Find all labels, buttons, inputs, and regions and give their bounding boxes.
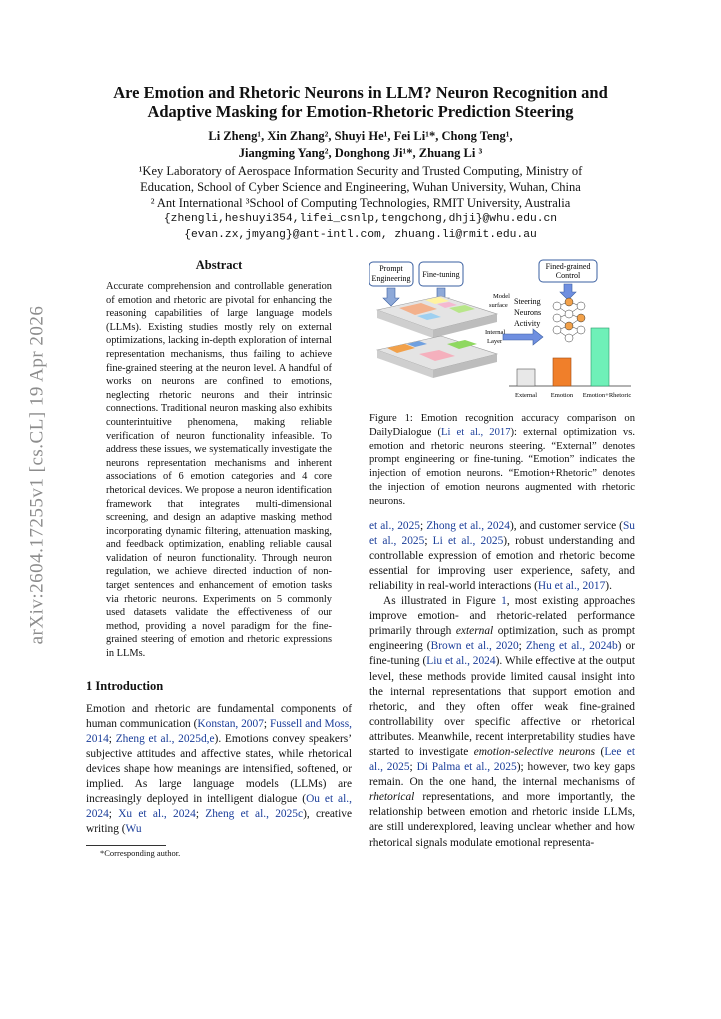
steering-label-2: Neurons (514, 308, 542, 317)
author-line-1: Li Zheng¹, Xin Zhang², Shuyi He¹, Fei Li¹*, Chong Teng¹, (208, 129, 513, 143)
internal-layer-label-2: Layer (487, 338, 503, 345)
arxiv-identifier-text: arXiv:2604.17255v1 [cs.CL] 19 Apr 2026 (26, 305, 47, 645)
author-line-2: Jiangming Yang², Donghong Ji¹*, Zhuang Li ³ (238, 146, 483, 160)
arxiv-identifier-stamp (20, 300, 54, 650)
right-paragraph-2: As illustrated in Figure 1, most existing approaches improve emotion- and rhetoric-related performance primarily through external optimization, such as prompt engineering (Brown et al., 2020; Zheng et al., 2024b) or fine-tuning (Liu et al., 2024). While effective at the output level, these methods provide limited causal insight into the internal representations that support emotion and rhetoric, and they often offer weak fine-grained controllability over specific affective or rhetorical attributes. Meanwhile, recent interpretability studies have started to investigate emotion-selective neurons (Lee et al., 2025; Di Palma et al., 2025); however, two key gaps remain. On the one hand, the internal mechanisms of rhetorical representations, and more importantly, the relationship between emotion and rhetoric inside LLMs, are still underexplored, leaving unclear whether and how rhetorical signals modulate emotional representa- (369, 595, 636, 849)
citation-link[interactable]: Li et al., 2025 (432, 534, 504, 547)
affiliation-line-1: ¹Key Laboratory of Aerospace Information Security and Trusted Computing, Ministry of (138, 164, 583, 178)
citation-link[interactable]: Wu (125, 823, 142, 836)
neural-network-icon (553, 298, 585, 342)
model-surface-label-2: surface (489, 302, 508, 309)
citation-link[interactable]: Zhong et al., 2024 (426, 519, 510, 532)
model-surface-label-1: Model (493, 293, 510, 300)
fined-label-1: Fined-grained (545, 262, 591, 271)
footnote-rule (86, 845, 166, 846)
citation-link[interactable]: Fussell and Moss, 2014 (86, 717, 352, 745)
citation-link[interactable]: Li et al., 2017 (441, 426, 511, 438)
affiliation-line-2: Education, School of Cyber Science and Engineering, Wuhan University, Wuhan, China (140, 180, 581, 194)
citation-link[interactable]: Di Palma et al., 2025 (416, 761, 517, 774)
footnote-corresponding-author: *Corresponding author. (100, 848, 181, 859)
figure-reference-link[interactable]: 1 (501, 595, 507, 608)
email-line-1: {zhengli,heshuyi354,lifei_csnlp,tengchong,dhji}@whu.edu.cn (163, 213, 558, 225)
section-heading-introduction: 1 Introduction (86, 678, 164, 693)
left-column (86, 258, 352, 859)
arrow-down-icon (560, 284, 576, 300)
citation-link[interactable]: Zheng et al., 2025c (205, 808, 304, 821)
citation-link[interactable]: Zheng et al., 2024b (525, 640, 618, 653)
steering-label-3: Activity (514, 319, 541, 328)
citation-link[interactable]: Su et al., 2025 (369, 519, 635, 547)
citation-link[interactable]: et al., 2025 (369, 519, 420, 532)
email-line-2: {evan.zx,jmyang}@ant-intl.com, zhuang.li@rmit.edu.au (184, 229, 537, 241)
arrow-right-icon (503, 329, 543, 345)
bar-label-emotion: Emotion (550, 392, 574, 399)
author-list (84, 128, 637, 162)
intro-paragraph: Emotion and rhetoric are fundamental components of human communication (Konstan, 2007; Fussell and Moss, 2014; Zheng et al., 2025d,e). Emotions convey speakers’ subjective attitudes and affective states, while rhetorical devices shape how meanings are intensified, softened, or implied. As large language models (LLMs) are increasingly deployed in intelligent dialogue (Ou et al., 2024; Xu et al., 2024; Zheng et al., 2025c), creative writing (Wu (86, 702, 353, 836)
arrow-down-icon (383, 288, 399, 306)
citation-link[interactable]: Liu et al., 2024 (426, 655, 496, 668)
affiliations (84, 163, 637, 243)
finetune-label: Fine-tuning (422, 270, 460, 279)
steering-label-1: Steering (514, 297, 541, 306)
affiliation-line-3: ² Ant International ³School of Computing Technologies, RMIT University, Australia (150, 196, 571, 210)
citation-link[interactable]: Ou et al., 2024 (86, 793, 352, 821)
figure-1 (369, 258, 635, 403)
prompt-label-2: Engineering (371, 274, 411, 283)
citation-link[interactable]: Brown et al., 2020 (430, 640, 519, 653)
right-paragraph-1: et al., 2025; Zhong et al., 2024), and customer service (Su et al., 2025; Li et al., 2025), robust understanding and controllable expression of emotion and rhetoric become essential for improving user experience, safety, and reliability in real-world interactions (Hu et al., 2017). (369, 519, 635, 592)
bar-emotion (553, 358, 571, 386)
citation-link[interactable]: Lee et al., 2025 (369, 745, 635, 774)
citation-link[interactable]: Xu et al., 2024 (118, 808, 196, 821)
bar-label-emotion-rhetoric: Emotion+Rhetoric (582, 392, 632, 399)
bar-label-external: External (514, 392, 538, 399)
abstract-heading: Abstract (195, 258, 243, 272)
abstract-text: Accurate comprehension and controllable generation of emotion and rhetoric are pivotal for enhancing the reasoning capabilities of large language models (LLMs). Existing studies mostly rely on external optimizations, lacking in-depth exploration of internal representation mechanisms, thus failing to achieve fine-grained steering at the neuron level. A handful of works on neurons are confined to emotions, neglecting rhetoric neurons and their intrinsic connections. Traditional neuron masking also exhibits counterintuitive phenomena, making reliable verification of neuron functionality infeasible. To address these issues, we systematically investigate the neurons representation mechanisms and inherent associations of 6 emotion categories and 4 core rhetorical devices. We propose a neuron identification framework that integrates multi-dimensional screening, and design an adaptive masking method incorporating dynamic filtering, attenuation masking, and feedback optimization, enabling reliable causal validation of neuron functionality. Through neuron regulation, we achieve directed induction of non-target sentences and enhancement of emotion tasks via rhetoric neurons. Experiments on 5 commonly used datasets validate the effectiveness of our method, providing a novel paradigm for the fine-grained steering of emotion and rhetoric expressions in LLMs. (106, 281, 332, 660)
bar-emotion-rhetoric (591, 328, 609, 386)
citation-link[interactable]: Hu et al., 2017 (537, 579, 606, 592)
bar-external (517, 369, 535, 386)
internal-layer-label-1: Internal (485, 329, 506, 336)
right-column (369, 258, 635, 851)
prompt-label-1: Prompt (379, 264, 403, 273)
paper-title: Are Emotion and Rhetoric Neurons in LLM? Neuron Recognition and Adaptive Masking for Emotion-Rhetoric Prediction Steering (113, 83, 608, 121)
citation-link[interactable]: Zheng et al., 2025d,e (115, 732, 215, 745)
fined-label-2: Control (555, 271, 581, 280)
citation-link[interactable]: Konstan, 2007 (197, 717, 264, 730)
figure-1-caption: Figure 1: Emotion recognition accuracy comparison on DailyDialogue (Li et al., 2017): external optimization vs. emotion and rhetoric neurons steering. “External” denotes prompt engineering or fine-tuning. “Emotion” indicates the injection of emotion neurons. “Emotion+Rhetoric” denotes the injection of emotion neurons augmented with rhetoric neurons. (369, 413, 635, 507)
figure-1-diagram (369, 258, 635, 403)
